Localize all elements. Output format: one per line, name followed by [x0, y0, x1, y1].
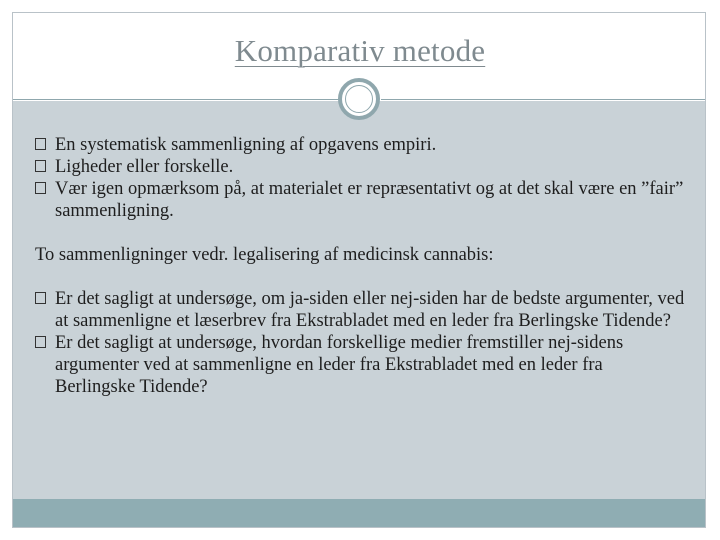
divider-line-left	[13, 99, 339, 100]
checkbox-bullet-icon	[35, 182, 46, 194]
slide-title: Komparativ metode	[234, 33, 486, 68]
bullet-item: Ligheder eller forskelle.	[35, 156, 685, 178]
bullet-item: Vær igen opmærksom på, at materialet er repræsentativt og at det skal være en ”fair” sammenligning.	[35, 178, 685, 222]
circle-ornament	[338, 78, 380, 120]
checkbox-bullet-icon	[35, 336, 46, 348]
bullet-item: Er det sagligt at undersøge, hvordan forskellige medier fremstiller nej-sidens argumenter ved at sammenligne en leder fra Ekstrabladet med en leder fra Berlingske Tidende?	[35, 332, 685, 398]
checkbox-bullet-icon	[35, 292, 46, 304]
divider-line-right	[381, 99, 705, 100]
intro-text: To sammenligninger vedr. legalisering af medicinsk cannabis:	[35, 245, 494, 265]
slide-content	[35, 134, 685, 398]
bullet-item: Er det sagligt at undersøge, om ja-siden eller nej-siden har de bedste argumenter, ved at sammenligne et læserbrev fra Ekstrabladet med en leder fra Berlingske Tidende?	[35, 288, 685, 332]
bottom-band	[13, 499, 705, 527]
checkbox-bullet-icon	[35, 138, 46, 150]
checkbox-bullet-icon	[35, 160, 46, 172]
bullet-item: En systematisk sammenligning af opgavens empiri.	[35, 134, 685, 156]
